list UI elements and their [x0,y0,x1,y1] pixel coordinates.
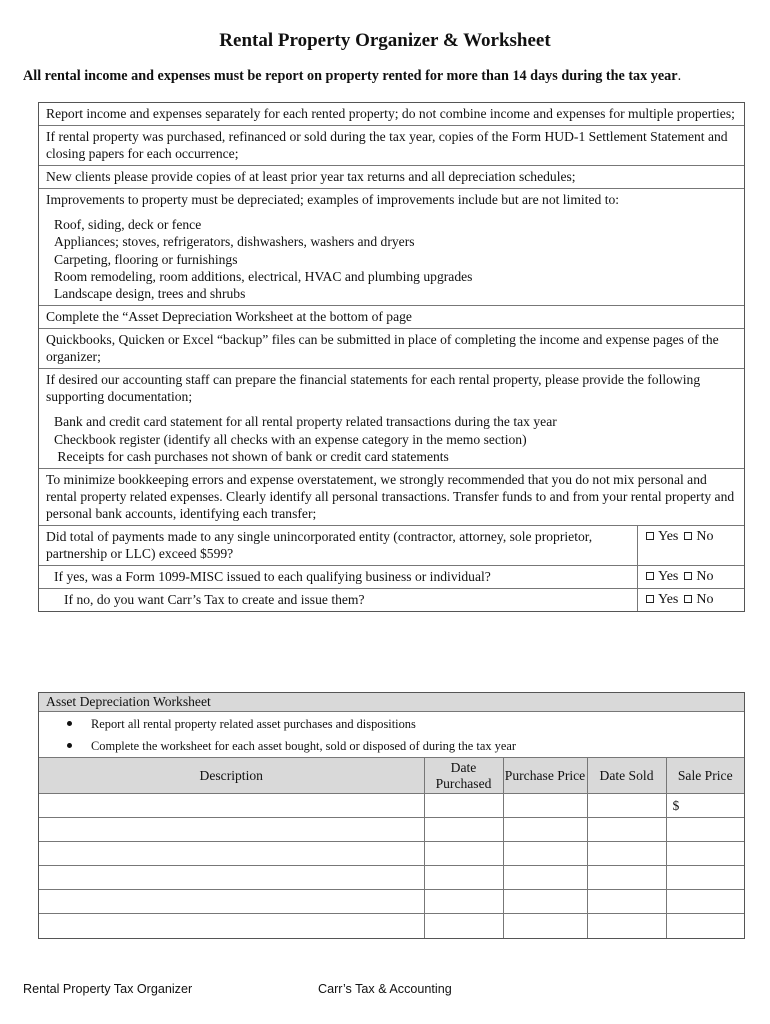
instruction-row: To minimize bookkeeping errors and expense overstatement, we strongly recommended that you do not mix personal and rental property related expenses. Clearly identify all personal transactions. Transfer funds to and from your rental property and personal bank accounts, identifying each transfer; [39,469,744,526]
description-cell[interactable] [39,914,424,938]
question-row [39,589,744,611]
instruction-row: Improvements to property must be depreciated; examples of improvements include but are not limited to: Roof, siding, deck or fence Appliances; stoves, refrigerators, dishwashers, washers and dryers Carpeting, flooring or furnishings Room remodeling, room additions, electrical, HVAC and plumbing upgrades Landscape design, trees and shrubs [39,189,744,306]
question-text: If no, do you want Carr’s Tax to create and issue them? [39,589,638,611]
purchase-price-cell[interactable] [503,842,587,866]
column-header-sale-price: Sale Price [666,758,744,794]
date-sold-cell[interactable] [587,842,666,866]
sale-price-cell[interactable] [666,842,744,866]
table-row [39,890,744,914]
no-checkbox[interactable] [684,595,692,603]
purchase-price-cell[interactable] [503,794,587,818]
date-purchased-cell[interactable] [424,914,503,938]
list-item: Roof, siding, deck or fence [54,217,202,232]
documentation-list [46,413,736,465]
question-text: Did total of payments made to any single unincorporated entity (contractor, attorney, sole proprietor, partnership or LLC) exceed $599? [39,526,638,565]
purchase-price-cell[interactable] [503,818,587,842]
table-row [39,818,744,842]
list-item: Receipts for cash purchases not shown of bank or credit card statements [54,449,449,465]
instruction-row: If desired our accounting staff can prepare the financial statements for each rental property, please provide the following supporting documentation; Bank and credit card statement for all rental property related transactions during the tax year Checkbook register (identify all checks with an expense category in the memo section) Receipts for cash purchases not shown of bank or credit card statements [39,369,744,469]
instruction-row: Complete the “Asset Depreciation Worksheet at the bottom of page [39,306,744,329]
yes-checkbox[interactable] [646,595,654,603]
column-header-date-purchased: Date Purchased [424,758,503,794]
list-item: Checkbook register (identify all checks with an expense category in the memo section) [54,431,527,447]
list-item: Complete the worksheet for each asset bought, sold or disposed of during the tax year [67,735,744,757]
description-cell[interactable] [39,842,424,866]
description-cell[interactable] [39,890,424,914]
date-sold-cell[interactable] [587,794,666,818]
table-row [39,794,744,818]
yes-no-options: Yes No [638,589,744,611]
worksheet-title: Asset Depreciation Worksheet [39,693,744,712]
date-sold-cell[interactable] [587,818,666,842]
date-purchased-cell[interactable] [424,818,503,842]
date-purchased-cell[interactable] [424,842,503,866]
currency-symbol: $ [672,797,680,813]
instructions-table [38,102,745,612]
instruction-row: New clients please provide copies of at least prior year tax returns and all depreciation schedules; [39,166,744,189]
column-header-purchase-price: Purchase Price [503,758,587,794]
list-item: Bank and credit card statement for all rental property related transactions during the tax year [54,414,557,430]
yes-no-options: Yes No [638,526,744,565]
date-sold-cell[interactable] [587,914,666,938]
improvements-list [46,216,736,302]
table-row [39,914,744,938]
no-checkbox[interactable] [684,572,692,580]
sale-price-cell[interactable] [666,914,744,938]
column-header-date-sold: Date Sold [587,758,666,794]
question-row [39,566,744,589]
purchase-price-cell[interactable] [503,914,587,938]
date-purchased-cell[interactable] [424,890,503,914]
table-row [39,866,744,890]
date-purchased-cell[interactable] [424,794,503,818]
worksheet-instructions [39,712,744,757]
question-row [39,526,744,566]
yes-checkbox[interactable] [646,532,654,540]
date-sold-cell[interactable] [587,866,666,890]
list-item: Room remodeling, room additions, electrical, HVAC and plumbing upgrades [54,268,473,284]
asset-depreciation-worksheet [38,692,745,939]
sale-price-cell[interactable] [666,866,744,890]
instruction-row: Report income and expenses separately for each rented property; do not combine income and expenses for multiple properties; [39,103,744,126]
page-subtitle: All rental income and expenses must be report on property rented for more than 14 days during the tax year. [23,68,682,84]
page-title: Rental Property Organizer & Worksheet [219,30,551,51]
yes-checkbox[interactable] [646,572,654,580]
table-row [39,842,744,866]
instruction-row: Quickbooks, Quicken or Excel “backup” files can be submitted in place of completing the income and expense pages of the organizer; [39,329,744,369]
sale-price-cell[interactable] [666,794,744,818]
description-cell[interactable] [39,866,424,890]
list-item: Report all rental property related asset purchases and dispositions [67,713,744,735]
list-item: Carpeting, flooring or furnishings [54,251,238,267]
column-header-description: Description [39,758,424,794]
question-text: If yes, was a Form 1099-MISC issued to each qualifying business or individual? [39,566,638,588]
instruction-row: If rental property was purchased, refinanced or sold during the tax year, copies of the Form HUD-1 Settlement Statement and closing papers for each occurrence; [39,126,744,166]
yes-no-options: Yes No [638,566,744,588]
description-cell[interactable] [39,818,424,842]
list-item: Landscape design, trees and shrubs [54,286,246,302]
description-cell[interactable] [39,794,424,818]
list-item: Appliances; stoves, refrigerators, dishwashers, washers and dryers [54,234,415,250]
date-purchased-cell[interactable] [424,866,503,890]
no-checkbox[interactable] [684,532,692,540]
footer-left: Rental Property Tax Organizer [23,982,193,996]
sale-price-cell[interactable] [666,818,744,842]
sale-price-cell[interactable] [666,890,744,914]
date-sold-cell[interactable] [587,890,666,914]
purchase-price-cell[interactable] [503,890,587,914]
asset-table [39,757,744,938]
footer-center: Carr’s Tax & Accounting [318,982,452,996]
purchase-price-cell[interactable] [503,866,587,890]
